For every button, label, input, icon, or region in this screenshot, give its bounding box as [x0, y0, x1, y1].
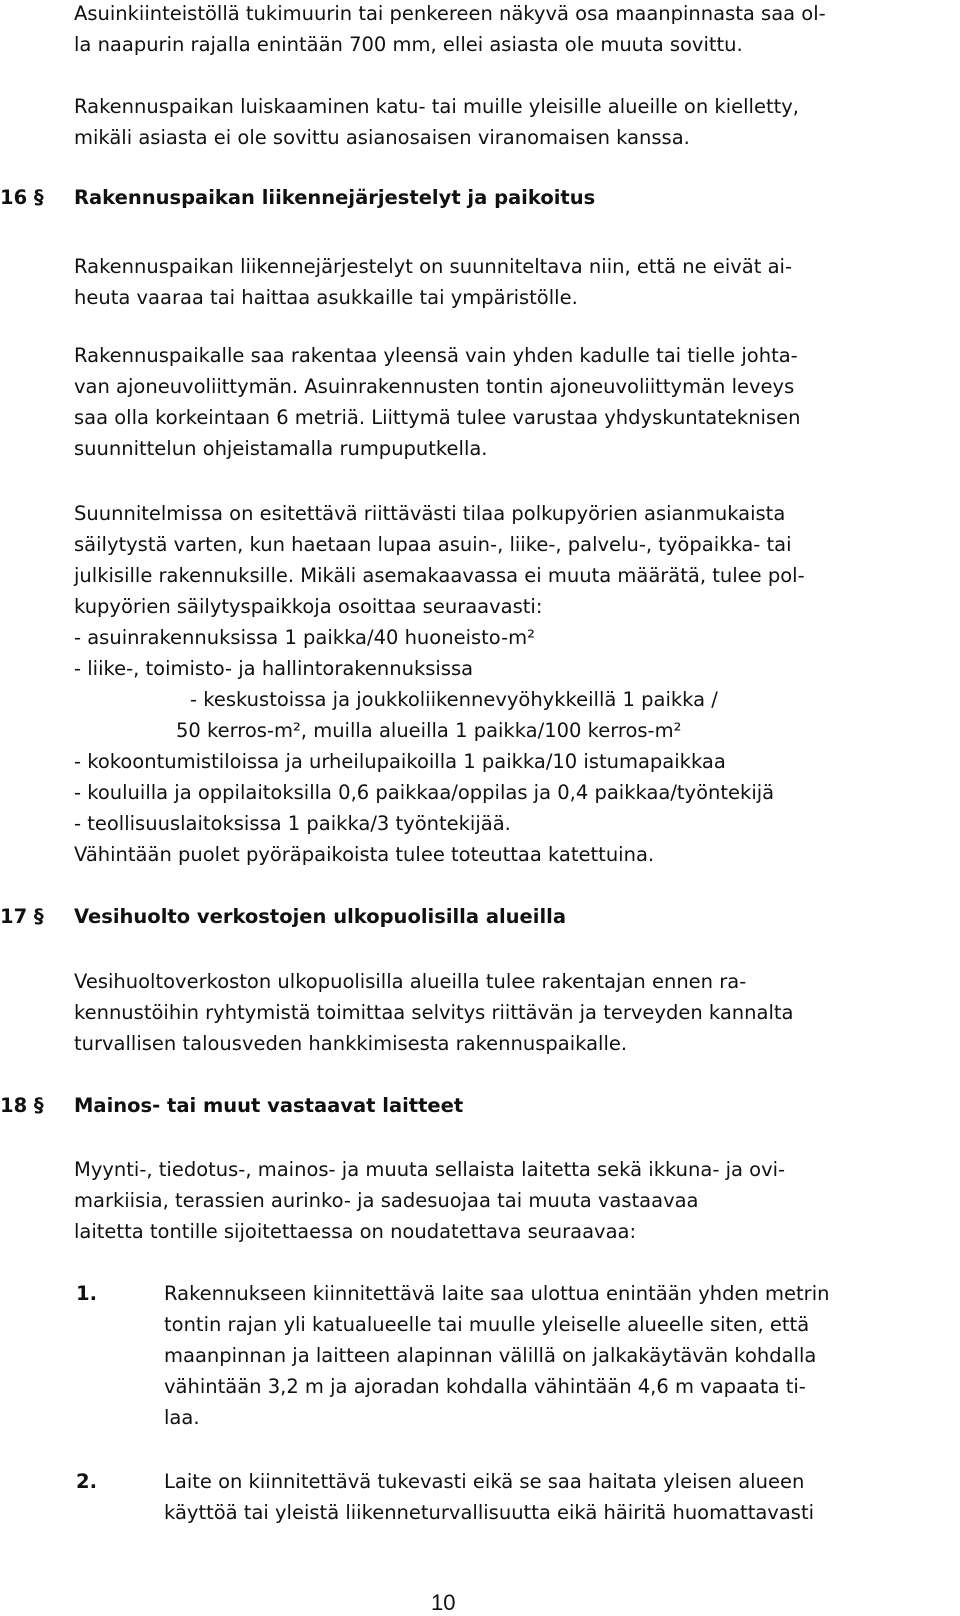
paragraph-line: turvallisen talousveden hankkimisesta rakennuspaikalle.: [74, 1032, 628, 1055]
intro-line: Rakennuspaikan luiskaaminen katu- tai muille yleisille alueille on kielletty,: [74, 95, 799, 118]
paragraph-line: Myynti-, tiedotus-, mainos- ja muuta sellaista laitetta sekä ikkuna- ja ovi-: [74, 1158, 786, 1181]
section-number: 18 §: [0, 1094, 44, 1117]
paragraph-line: saa olla korkeintaan 6 metriä. Liittymä tulee varustaa yhdyskuntateknisen: [74, 406, 801, 429]
item-line: Laite on kiinnitettävä tukevasti eikä se saa haitata yleisen alueen: [164, 1470, 805, 1493]
list-item: - liike-, toimisto- ja hallintorakennuksissa: [74, 657, 474, 680]
item-line: tontin rajan yli katualueelle tai muulle yleiselle alueelle siten, että: [164, 1313, 810, 1336]
paragraph-line: heuta vaaraa tai haittaa asukkaille tai ympäristölle.: [74, 286, 578, 309]
paragraph-line: kennustöihin ryhtymistä toimittaa selvitys riittävän ja terveyden kannalta: [74, 1001, 794, 1024]
section-number: 16 §: [0, 186, 44, 209]
paragraph-line: julkisille rakennuksille. Mikäli asemakaavassa ei muuta määrätä, tulee pol-: [74, 564, 805, 587]
list-item: - teollisuuslaitoksissa 1 paikka/3 työntekijää.: [74, 812, 511, 835]
item-number: 1.: [76, 1282, 97, 1305]
section-title: Mainos- tai muut vastaavat laitteet: [74, 1094, 464, 1117]
item-line: laa.: [164, 1406, 200, 1429]
list-item: - asuinrakennuksissa 1 paikka/40 huoneisto-m²: [74, 626, 535, 649]
paragraph-line: kupyörien säilytyspaikkoja osoittaa seuraavasti:: [74, 595, 543, 618]
list-subitem: 50 kerros-m², muilla alueilla 1 paikka/100 kerros-m²: [176, 719, 682, 742]
section-title: Rakennuspaikan liikennejärjestelyt ja paikoitus: [74, 186, 596, 209]
list-item: - kokoontumistiloissa ja urheilupaikoilla 1 paikka/10 istumapaikkaa: [74, 750, 726, 773]
section-number: 17 §: [0, 905, 44, 928]
paragraph-line: Rakennuspaikan liikennejärjestelyt on suunniteltava niin, että ne eivät ai-: [74, 255, 793, 278]
item-line: Rakennukseen kiinnitettävä laite saa ulottua enintään yhden metrin: [164, 1282, 830, 1305]
page-number: 10: [431, 1590, 456, 1615]
item-line: vähintään 3,2 m ja ajoradan kohdalla vähintään 4,6 m vapaata ti-: [164, 1375, 806, 1398]
item-line: maanpinnan ja laitteen alapinnan välillä on jalkakäytävän kohdalla: [164, 1344, 817, 1367]
paragraph-line: suunnittelun ohjeistamalla rumpuputkella.: [74, 437, 488, 460]
paragraph-line: Vesihuoltoverkoston ulkopuolisilla alueilla tulee rakentajan ennen ra-: [74, 970, 747, 993]
paragraph-line: Suunnitelmissa on esitettävä riittävästi tilaa polkupyörien asianmukaista: [74, 502, 786, 525]
list-item: - kouluilla ja oppilaitoksilla 0,6 paikkaa/oppilas ja 0,4 paikkaa/työntekijä: [74, 781, 775, 804]
item-line: käyttöä tai yleistä liikenneturvallisuutta eikä häiritä huomattavasti: [164, 1501, 815, 1524]
paragraph-line: van ajoneuvoliittymän. Asuinrakennusten tontin ajoneuvoliittymän leveys: [74, 375, 795, 398]
paragraph-line: Vähintään puolet pyöräpaikoista tulee toteuttaa katettuina.: [74, 843, 655, 866]
section-title: Vesihuolto verkostojen ulkopuolisilla alueilla: [74, 905, 566, 928]
intro-line: mikäli asiasta ei ole sovittu asianosaisen viranomaisen kanssa.: [74, 126, 690, 149]
item-number: 2.: [76, 1470, 97, 1493]
paragraph-line: laitetta tontille sijoitettaessa on noudatettava seuraavaa:: [74, 1220, 637, 1243]
paragraph-line: Rakennuspaikalle saa rakentaa yleensä vain yhden kadulle tai tielle johta-: [74, 344, 798, 367]
list-subitem: - keskustoissa ja joukkoliikennevyöhykkeillä 1 paikka /: [190, 688, 718, 711]
intro-line: la naapurin rajalla enintään 700 mm, ellei asiasta ole muuta sovittu.: [74, 33, 743, 56]
paragraph-line: säilytystä varten, kun haetaan lupaa asuin-, liike-, palvelu-, työpaikka- tai: [74, 533, 792, 556]
intro-line: Asuinkiinteistöllä tukimuurin tai penkereen näkyvä osa maanpinnasta saa ol-: [74, 2, 826, 25]
paragraph-line: markiisia, terassien aurinko- ja sadesuojaa tai muuta vastaavaa: [74, 1189, 699, 1212]
